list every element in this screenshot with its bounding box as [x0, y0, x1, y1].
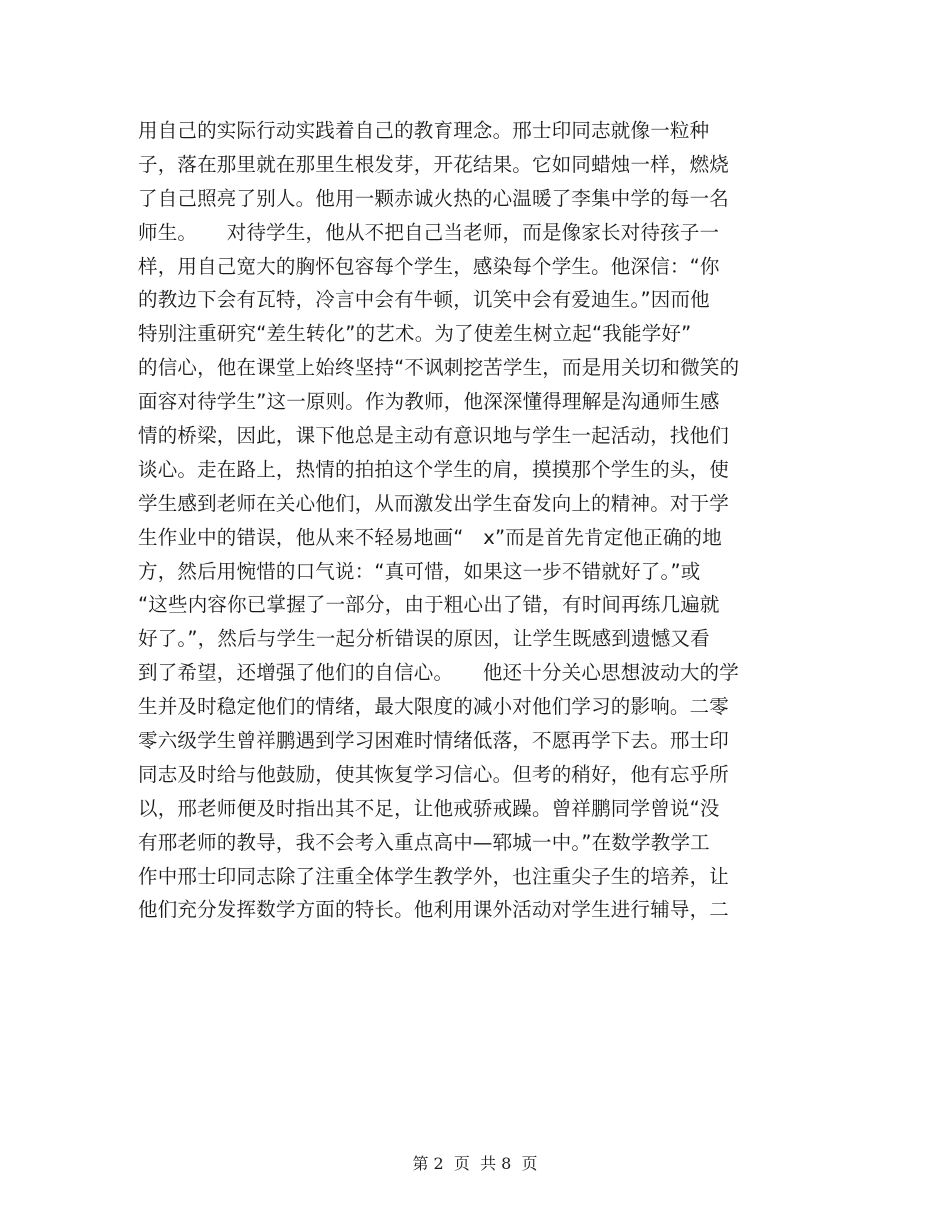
page-number-footer: 第 2 页 共 8 页 — [412, 1154, 538, 1173]
text-line: 特别注重研究“差生转化”的艺术。为了使差生树立起“我能学好” — [138, 322, 692, 346]
text-line: 生作业中的错误，他从来不轻易地画“ x”而是首先肯定他正确的地 — [138, 525, 722, 549]
body-text — [138, 114, 818, 927]
text-line: 用自己的实际行动实践着自己的教育理念。邢士印同志就像一粒种 — [138, 119, 710, 142]
text-line: 生并及时稳定他们的情绪，最大限度的减小对他们学习的影响。二零 — [138, 695, 730, 719]
text-line: 作中邢士印同志除了注重全体学生教学外，也注重尖子生的培养，让 — [138, 864, 730, 888]
text-line: 情的桥梁，因此，课下他总是主动有意识地与学生一起活动，找他们 — [138, 424, 730, 448]
text-line: “这些内容你已掌握了一部分，由于粗心出了错，有时间再练几遍就 — [138, 593, 720, 617]
text-line: 以，邢老师便及时指出其不足，让他戒骄戒躁。曾祥鹏同学曾说“没 — [138, 796, 720, 820]
text-line: 好了。”，然后与学生一起分析错误的原因，让学生既感到遗憾又看 — [138, 627, 710, 651]
text-line: 面容对待学生”这一原则。作为教师，他深深懂得理解是沟通师生感 — [138, 390, 720, 414]
text-line: 同志及时给与他鼓励，使其恢复学习信心。但考的稍好，他有忘乎所 — [138, 762, 730, 786]
text-line: 有邢老师的教导，我不会考入重点高中—郓城一中。”在数学教学工 — [138, 830, 710, 854]
text-line: 到了希望，还增强了他们的自信心。 他还十分关心思想波动大的学 — [138, 661, 739, 685]
text-line: 子，落在那里就在那里生根发芽，开花结果。它如同蜡烛一样，燃烧 — [138, 152, 730, 176]
text-line: 谈心。走在路上，热情的拍拍这个学生的肩，摸摸那个学生的头，使 — [138, 457, 730, 481]
text-line: 样，用自己宽大的胸怀包容每个学生，感染每个学生。他深信：“你 — [138, 254, 720, 278]
text-line: 零六级学生曾祥鹏遇到学习困难时情绪低落，不愿再学下去。邢士印 — [138, 729, 730, 753]
text-line: 学生感到老师在关心他们，从而激发出学生奋发向上的精神。对于学 — [138, 491, 730, 515]
text-line: 方，然后用惋惜的口气说：“真可惜，如果这一步不错就好了。”或 — [138, 559, 701, 583]
text-line: 的教边下会有瓦特，冷言中会有牛顿，讥笑中会有爱迪生。”因而他 — [138, 288, 710, 312]
text-line: 了自己照亮了别人。他用一颗赤诚火热的心温暖了李集中学的每一名 — [138, 186, 730, 210]
text-line: 师生。 对待学生，他从不把自己当老师，而是像家长对待孩子一 — [138, 220, 720, 244]
text-line: 他们充分发挥数学方面的特长。他利用课外活动对学生进行辅导，二 — [138, 898, 730, 922]
text-line: 的信心，他在课堂上始终坚持“不讽刺挖苦学生，而是用关切和微笑的 — [138, 356, 740, 380]
